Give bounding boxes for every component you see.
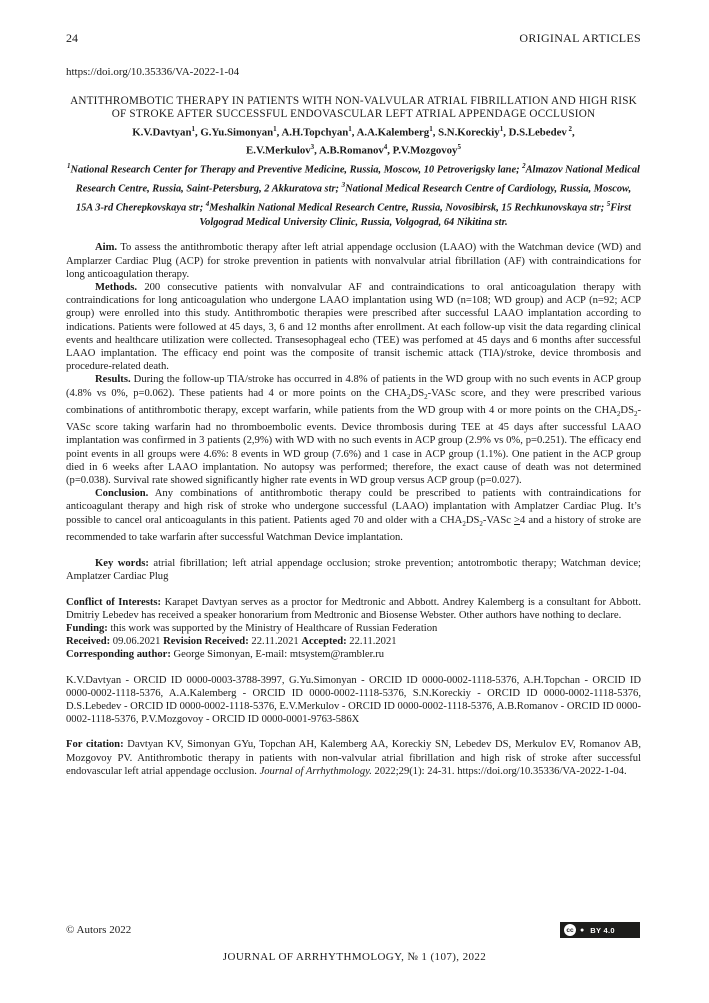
score-name: $CHA_2DS_2$-VASc	[66, 404, 641, 434]
affiliation-text: National Research Center for Therapy and Preventive Medicine, Russia, Moscow, 10 Petroverigsky lane;	[70, 164, 523, 176]
running-header	[66, 31, 641, 47]
author-name: K.V.Davtyan	[132, 127, 192, 139]
aim-text: To assess the antithrombotic therapy after left atrial appendage occlusion (LAAO) with the Watchman device (WD) and Amplarzer Cardiac Plug (ACP) for stroke prevention in patients with nonvalvular atrial fibrillation (AF) with contraindications for long anticoagulation therapy.	[66, 242, 641, 280]
dates	[66, 635, 641, 648]
score-name: $CHA_2DS_2$-VASc	[439, 514, 511, 528]
citation-text: Davtyan KV, Simonyan GYu, Topchan AH, Kalemberg AA, Koreckiy SN, Lebedev DS, Merkulov EV, Romanov AB, Mozgovoy PV. Antithrombotic therapy in patients with non-valvular atrial fibrillation and high risk of stroke after successful endovascular left atrial appendage occlusion.	[66, 739, 641, 777]
affiliation-mark: 1	[67, 161, 71, 170]
affiliation-mark: 5	[606, 199, 611, 208]
article-body	[66, 95, 641, 778]
affiliation-text: First Volgograd Medical University Clinic, Russia, Volgograd, 64 Nikitina str.	[199, 202, 632, 228]
results-text: score taking warfarin had no thromboembolic events. Device thrombosis during TEE at 45 days after successful LAAO implantation was confirmed in 3 patients (2,9%) with WD with no such events in ACP group (2.9% vs 0%, p=0.251). The efficacy end point events in all groups were 4.6%: 8 events in WD group (7.6%) and 1 case in ACP group (1.1%). One patient in the ACP group died in 6 weeks after LAAO implantation. No autopsy was performed; therefore, the exact cause of death was not determined (p=0.038). Survival rate showed significantly higher rate events in WD group versus ACP group (p=0.027).	[66, 422, 641, 487]
copyright: © Autors 2022	[66, 924, 132, 936]
journal-name: Journal of Arrhythmology.	[259, 765, 372, 777]
conclusion-label: Conclusion.	[95, 488, 149, 500]
funding-text: this work was supported by the Ministry of Healthcare of Russian Federation	[110, 622, 438, 634]
author-affiliation-mark: 1	[191, 125, 195, 134]
author-affiliation-mark: 2	[566, 125, 573, 134]
creative-commons-icon: cc	[564, 924, 576, 936]
page-number: 24	[66, 31, 78, 45]
affiliation-text: Meshalkin National Medical Research Centre, Russia, Novosibirsk, 15 Rechkunovskaya str;	[209, 202, 607, 214]
affiliation-list	[66, 159, 641, 231]
author-affiliation-mark: 5	[457, 143, 461, 151]
abstract-methods	[66, 281, 641, 373]
aim-label: Aim.	[95, 242, 118, 254]
affiliation-text: National Medical Research Centre of Cardiology, Russia, Moscow, 15A 3-rd Cherepkovskaya str;	[75, 183, 632, 214]
affiliation-mark: 3	[341, 180, 346, 189]
doi-link[interactable]: https://doi.org/10.35336/VA-2022-1-04	[66, 66, 240, 78]
accepted-label: Accepted:	[301, 636, 347, 648]
conclusion-text: 4 and a history of stroke are recommended to take warfarin after successful Watchman Device implantation.	[66, 514, 642, 543]
abstract-aim	[66, 241, 641, 281]
corresponding-label: Corresponding author:	[66, 649, 171, 661]
conflict-label: Conflict of Interests:	[66, 596, 162, 608]
author-affiliation-mark: 4	[383, 143, 388, 151]
author-name: S.N.Koreckiy	[438, 127, 500, 139]
score-name: $CHA_2DS_2$-VASc	[384, 387, 456, 401]
keywords-text: atrial fibrillation; left atrial appendage occlusion; stroke prevention; antotrombotic therapy; Watchman device; Amplatzer Cardiac Plug	[66, 558, 641, 583]
keywords	[66, 557, 641, 583]
keywords-label: Key words:	[95, 558, 149, 570]
revision-label: Revision Received:	[163, 636, 249, 648]
author-list: K.V.Davtyan$^1$, G.Yu.Simonyan$^1$, A.H.Topchyan$^1$, A.A.Kalemberg$^1$, S.N.Koreckiy$^1$, D.S.Lebedev $^2$, E.V.Merkulov$^3$, A.B.Romanov$^4$, P.V.Mozgovoy$^5$	[132, 125, 575, 157]
conflict-text: Karapet Davtyan serves as a proctor for Medtronic and Abbott. Andrey Kalemberg is a consultant for Abbott. Dmitriy Lebedev has received a speaker honorarium from Medtronic and Biosense Webster. Other authors have nothing to declare.	[66, 596, 641, 621]
attribution-icon: ●	[580, 926, 585, 934]
author-name: A.H.Topchyan	[281, 127, 349, 139]
author-affiliation-mark: 3	[310, 143, 315, 151]
orcid-list: K.V.Davtyan - ORCID ID 0000-0003-3788-3997, G.Yu.Simonyan - ORCID ID 0000-0002-1118-5376, A.H.Topchan - ORCID ID 0000-0002-1118-5376, A.A.Kalemberg - ORCID ID 0000-0002-1118-5376, S.N.Koreckiy - ORCID ID 0000-0002-1118-5376, D.S.Lebedev - ORCID ID 0000-0002-1118-5376, E.V.Merkulov - ORCID ID 0000-0002-1118-5376, A.B.Romanov - ORCID ID 0000-0002-1118-5376, P.V.Mozgovoy - ORCID ID 0000-0001-9763-586X	[66, 674, 641, 726]
citation-label: For citation:	[66, 739, 124, 751]
license-label: BY 4.0	[590, 925, 615, 935]
citation-tail: 2022;29(1): 24-31. https://doi.org/10.35336/VA-2022-1-04.	[371, 765, 627, 777]
author-name: G.Yu.Simonyan	[200, 127, 274, 139]
conclusion-text: Any combinations of antithrombotic therapy could be prescribed to patients with contraindications for anticoagulant therapy and high risk of stroke who undergone successful (LAAO) implantation with Amplatzer Cardiac Plug. It’s possible to cancel oral anticoagulants in this patient. Patients aged 70 and older with a	[66, 488, 641, 526]
methods-text: 200 consecutive patients with nonvalvular AF and contraindications to oral anticoagulation therapy with contraindications for long anticoagulation who undergone LAAO implantation using WD (n=108; WD group) and ACP (n=92; ACP group) were enrolled into this study. Antithrombotic therapies were prescribed after successful LAAO implantation according to indications. Patients were followed at 45 days, 3, 6 and 12 months after enrollment. At each follow-up visit the data regarding clinical events and healthcare utilization were collected. Transesophageal echo (TEE) was perfomed at 45 days and 6 months after successful LAAO implantation. The efficacy end point was the composite of transit ischemic attack (TIA)/stroke, device thrombosis and procedure-related death.	[66, 281, 641, 373]
received-date: 09.06.2021	[112, 636, 161, 648]
author-affiliation-mark: 1	[429, 125, 433, 134]
funding-label: Funding:	[66, 622, 108, 634]
revision-date: 22.11.2021	[251, 636, 299, 648]
accepted-date: 22.11.2021	[349, 636, 397, 648]
article-info	[66, 596, 641, 662]
funding	[66, 622, 641, 635]
author-name: A.B.Romanov	[318, 144, 384, 157]
author-name: P.V.Mozgovoy	[392, 144, 458, 157]
conflict-of-interests	[66, 596, 641, 622]
results-text: During the follow-up TIA/stroke has occurred in 4.8% of patients in the WD group with no such events in ACP group (4.8% vs 0%, p=0.062). These patients had 4 or more points on the	[66, 374, 641, 399]
affiliation-mark: 4	[205, 199, 210, 208]
journal-footer: JOURNAL OF ARRHYTHMOLOGY, № 1 (107), 2022	[222, 951, 487, 963]
abstract-results	[66, 373, 641, 487]
abstract-conclusion	[66, 487, 641, 544]
author-name: E.V.Merkulov	[246, 144, 311, 157]
abstract	[66, 241, 641, 544]
affiliation-mark: 2	[522, 161, 526, 170]
author-name: D.S.Lebedev	[508, 127, 567, 139]
results-label: Results.	[95, 374, 131, 386]
affiliation-text: Almazov National Medical Research Centre, Russia, Saint-Petersburg, 2 Akkuratova str;	[75, 164, 640, 195]
author-affiliation-mark: 1	[499, 125, 504, 134]
results-text: score, and they were prescribed various combinations of antithrombotic therapy, except warfarin, while patients from the WD group with 4 or more points on the	[66, 387, 642, 416]
cc-by-license-badge[interactable]	[560, 922, 640, 938]
citation	[66, 738, 641, 778]
article-title: ANTITHROMBOTIC THERAPY IN PATIENTS WITH NON-VALVULAR ATRIAL FIBRILLATION AND HIGH RISK OF STROKE AFTER SUCCESSFUL ENDOVASCULAR LEFT ATRIAL APPENDAGE OCCLUSION	[70, 95, 637, 121]
received-label: Received:	[66, 636, 111, 648]
methods-label: Methods.	[95, 281, 138, 293]
author-affiliation-mark: 1	[273, 125, 277, 134]
corresponding-text: George Simonyan, E-mail: mtsystem@rambler.ru	[173, 649, 385, 661]
author-affiliation-mark: 1	[348, 125, 352, 134]
geq-symbol: >	[514, 514, 521, 526]
section-label: ORIGINAL ARTICLES	[519, 31, 641, 45]
corresponding-author	[66, 648, 641, 661]
author-name: A.A.Kalemberg	[356, 127, 430, 139]
